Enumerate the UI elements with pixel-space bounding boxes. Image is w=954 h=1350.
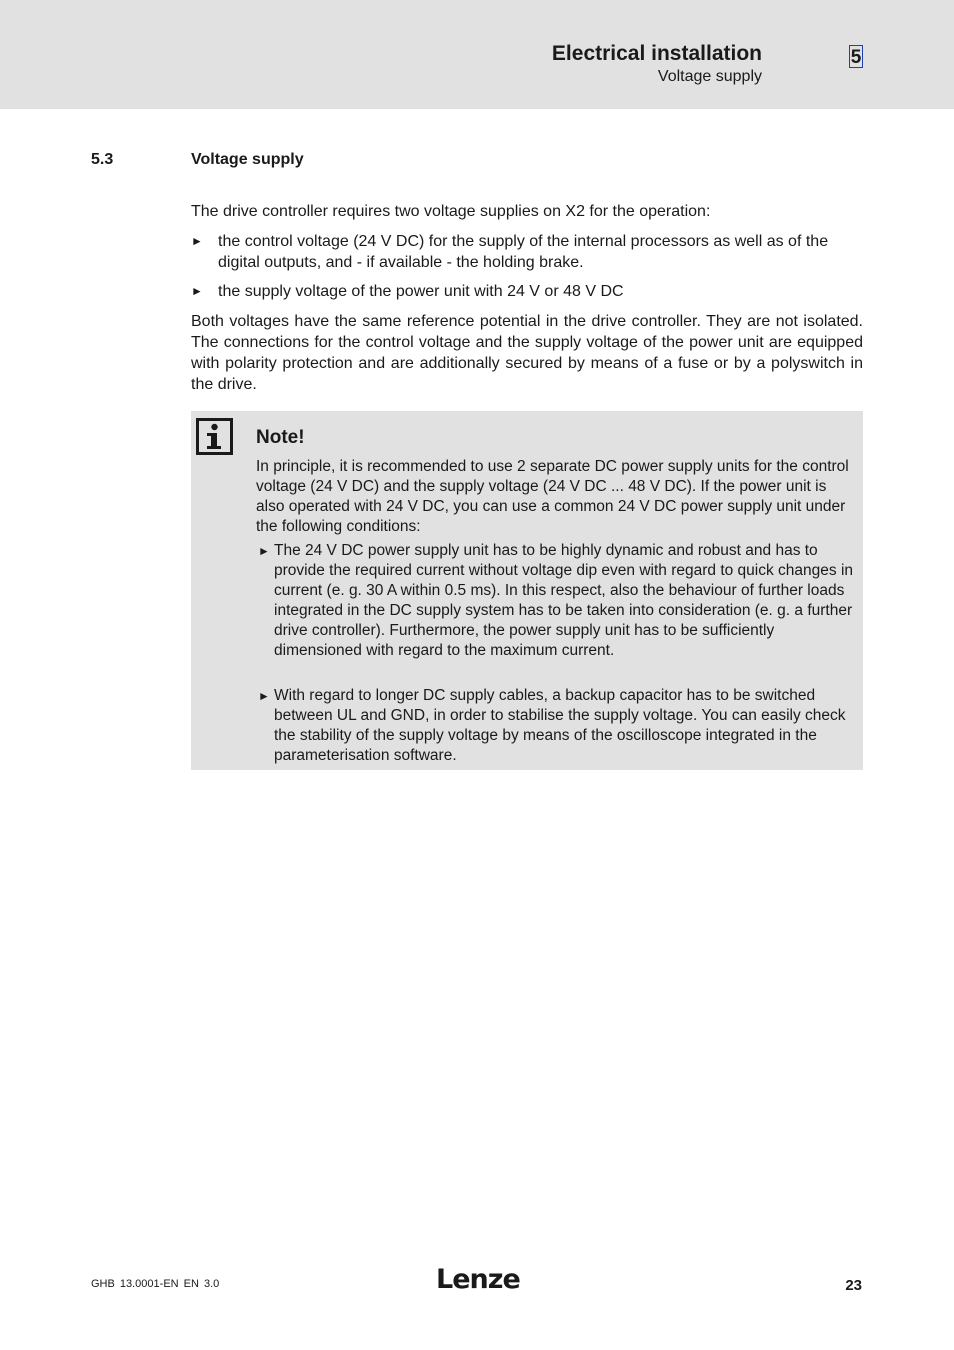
note-text: In principle, it is recommended to use 2 separate DC power supply units for the control voltage (24 V DC) and the supply voltage (24 V DC ... 48 V DC). If the power unit is also operated with 24 V DC, you can use a common 24 V DC power supply unit under the following conditions: (256, 458, 849, 535)
bullet-arrow-icon: ► (258, 544, 270, 558)
note-box (191, 411, 863, 770)
chapter-subtitle: Voltage supply (657, 68, 762, 85)
list-item (256, 541, 859, 661)
list-item-text: the control voltage (24 V DC) for the supply of the internal processors as well as of the digital outputs, and - if available - the holding brake. (218, 233, 829, 271)
list-item-text: the supply voltage of the power unit with 24 V or 48 V DC (218, 283, 624, 300)
list-item (191, 231, 863, 273)
bullet-arrow-icon: ► (258, 689, 270, 703)
list-item-text: The 24 V DC power supply unit has to be highly dynamic and robust and has to provide the required current without voltage dip even with regard to quick changes in current (e. g. 30 A within 0.5 ms). In this respect, also the behaviour of further loads integrated in the DC supply system has to be taken into consideration (e. g. a further drive controller). Furthermore, the power supply unit has to be sufficiently dimensioned with regard to the maximum current. (274, 542, 854, 659)
chapter-number-link[interactable]: 5 (850, 47, 862, 68)
info-icon (196, 418, 233, 455)
intro-text: The drive controller requires two voltage supplies on X2 for the operation: (191, 203, 711, 220)
header-band (0, 0, 954, 109)
chapter-title: Electrical installation (551, 42, 762, 65)
lenze-logo: Lenze (436, 1264, 520, 1295)
page-number: 23 (845, 1277, 862, 1294)
list-item (256, 686, 859, 766)
section-number: 5.3 (91, 151, 114, 168)
note-title: Note! (256, 427, 305, 448)
section-title: Voltage supply (191, 151, 304, 168)
bullet-arrow-icon: ► (191, 284, 203, 298)
bullet-arrow-icon: ► (191, 234, 203, 248)
list-item (191, 281, 863, 302)
footer-doc-id: GHB 13.0001-EN EN 3.0 (91, 1278, 220, 1290)
body-paragraph: Both voltages have the same reference potential in the drive controller. They are not isolated. The connections for the control voltage and the supply voltage of the power unit are equipped with polarity protection and are additionally secured by means of a fuse or by a polyswitch in the drive. (191, 313, 863, 393)
list-item-text: With regard to longer DC supply cables, a backup capacitor has to be switched between UL and GND, in order to stabilise the supply voltage. You can easily check the stability of the supply voltage by means of the oscilloscope integrated in the parameterisation software. (274, 687, 846, 764)
